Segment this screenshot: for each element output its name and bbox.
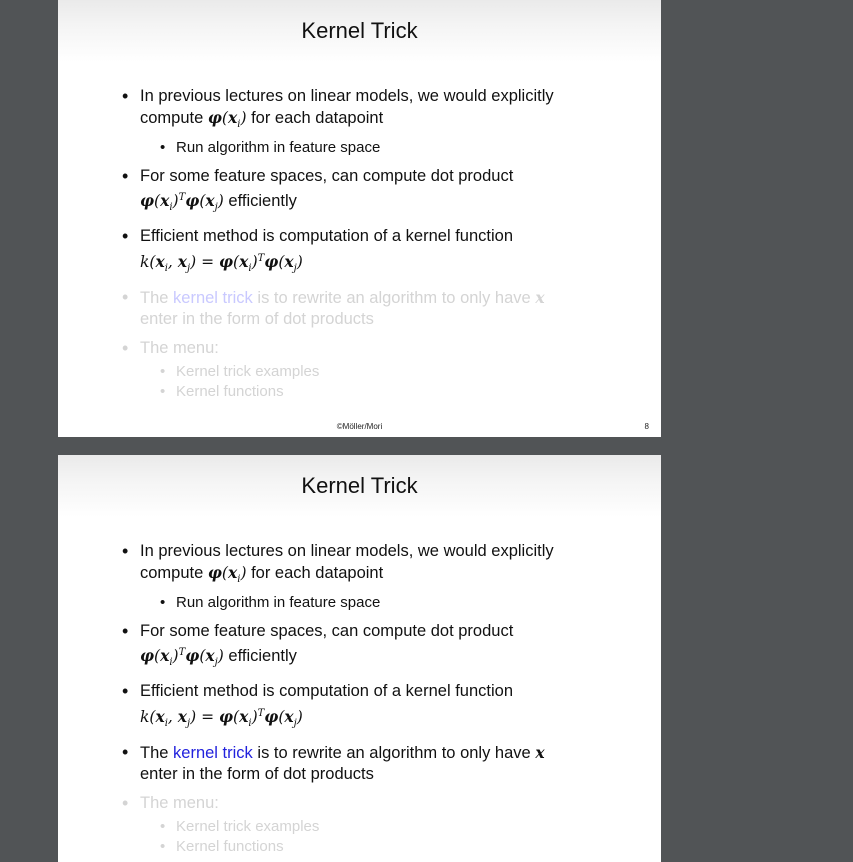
- bullet-text: for each datapoint: [251, 564, 384, 582]
- bullet-text: is to rewrite an algorithm to only have: [257, 743, 531, 762]
- sub-item: • Kernel trick examples: [176, 362, 640, 382]
- keyword-kernel-trick: kernel trick: [173, 288, 253, 307]
- bullet-text: For some feature spaces, can compute dot product: [140, 167, 514, 186]
- bullet-text: compute: [140, 109, 204, 127]
- footer-copyright: ©Möller/Mori: [336, 422, 383, 431]
- bullet-text: Efficient method is computation of a kernel function: [140, 682, 513, 701]
- sub-item: • Kernel functions: [176, 382, 640, 402]
- bullet-text: compute: [140, 564, 204, 582]
- bullet-item: [140, 742, 640, 785]
- bullet-item: [140, 681, 640, 733]
- bullet-item: [140, 541, 640, 613]
- page-number: 8: [644, 422, 649, 431]
- sub-list: [140, 593, 640, 613]
- bullet-item-faded: [140, 287, 640, 330]
- slide-page-8: [58, 0, 661, 437]
- bullet-item-faded: [140, 338, 640, 402]
- bullet-item-faded: [140, 793, 640, 857]
- math-x: x: [535, 287, 545, 307]
- bullet-list: [140, 86, 640, 410]
- bullet-item: [140, 226, 640, 278]
- slide-page-9: [58, 455, 661, 862]
- sub-item: • Kernel functions: [176, 837, 640, 857]
- bullet-text: The: [140, 288, 169, 307]
- slide-title: Kernel Trick: [301, 18, 418, 43]
- math-dot-product: $\varphi(x_i)^T\varphi(x_j)$: [140, 646, 224, 669]
- bullet-text: The menu:: [140, 338, 219, 357]
- math-phi-xi: $\varphi(x_i)$: [207, 563, 247, 586]
- slide-title: Kernel Trick: [301, 473, 418, 498]
- sub-item: • Run algorithm in feature space: [176, 593, 640, 613]
- bullet-item: [140, 621, 640, 673]
- math-x: x: [535, 742, 545, 762]
- bullet-text: enter in the form of dot products: [140, 309, 374, 328]
- bullet-text: Efficient method is computation of a kernel function: [140, 227, 513, 246]
- bullet-item: [140, 166, 640, 218]
- bullet-text: is to rewrite an algorithm to only have: [257, 288, 531, 307]
- bullet-text: The menu:: [140, 793, 219, 812]
- math-kernel-function: $k(x_i$, $x_j) = \varphi(x_i)^T\varphi(x_j)$: [140, 251, 303, 274]
- sub-list: [140, 817, 640, 857]
- keyword-kernel-trick[interactable]: kernel trick: [173, 743, 253, 762]
- bullet-text: for each datapoint: [251, 109, 384, 127]
- bullet-text: In previous lectures on linear models, we would explicitly: [140, 542, 554, 560]
- sub-item: • Kernel trick examples: [176, 817, 640, 837]
- bullet-text: efficiently: [228, 192, 297, 211]
- bullet-list: [140, 541, 640, 862]
- math-phi-xi: $\varphi(x_i)$: [207, 108, 247, 131]
- bullet-text: enter in the form of dot products: [140, 764, 374, 783]
- sub-list: [140, 138, 640, 158]
- sub-item: • Run algorithm in feature space: [176, 138, 640, 158]
- math-kernel-function: $k(x_i$, $x_j) = \varphi(x_i)^T\varphi(x_j)$: [140, 706, 303, 729]
- bullet-item: [140, 86, 640, 158]
- bullet-text: efficiently: [228, 647, 297, 666]
- bullet-text: In previous lectures on linear models, we would explicitly: [140, 87, 554, 105]
- sub-list: [140, 362, 640, 402]
- math-dot-product: $\varphi(x_i)^T\varphi(x_j)$: [140, 191, 224, 214]
- bullet-text: For some feature spaces, can compute dot product: [140, 622, 514, 641]
- bullet-text: The: [140, 743, 169, 762]
